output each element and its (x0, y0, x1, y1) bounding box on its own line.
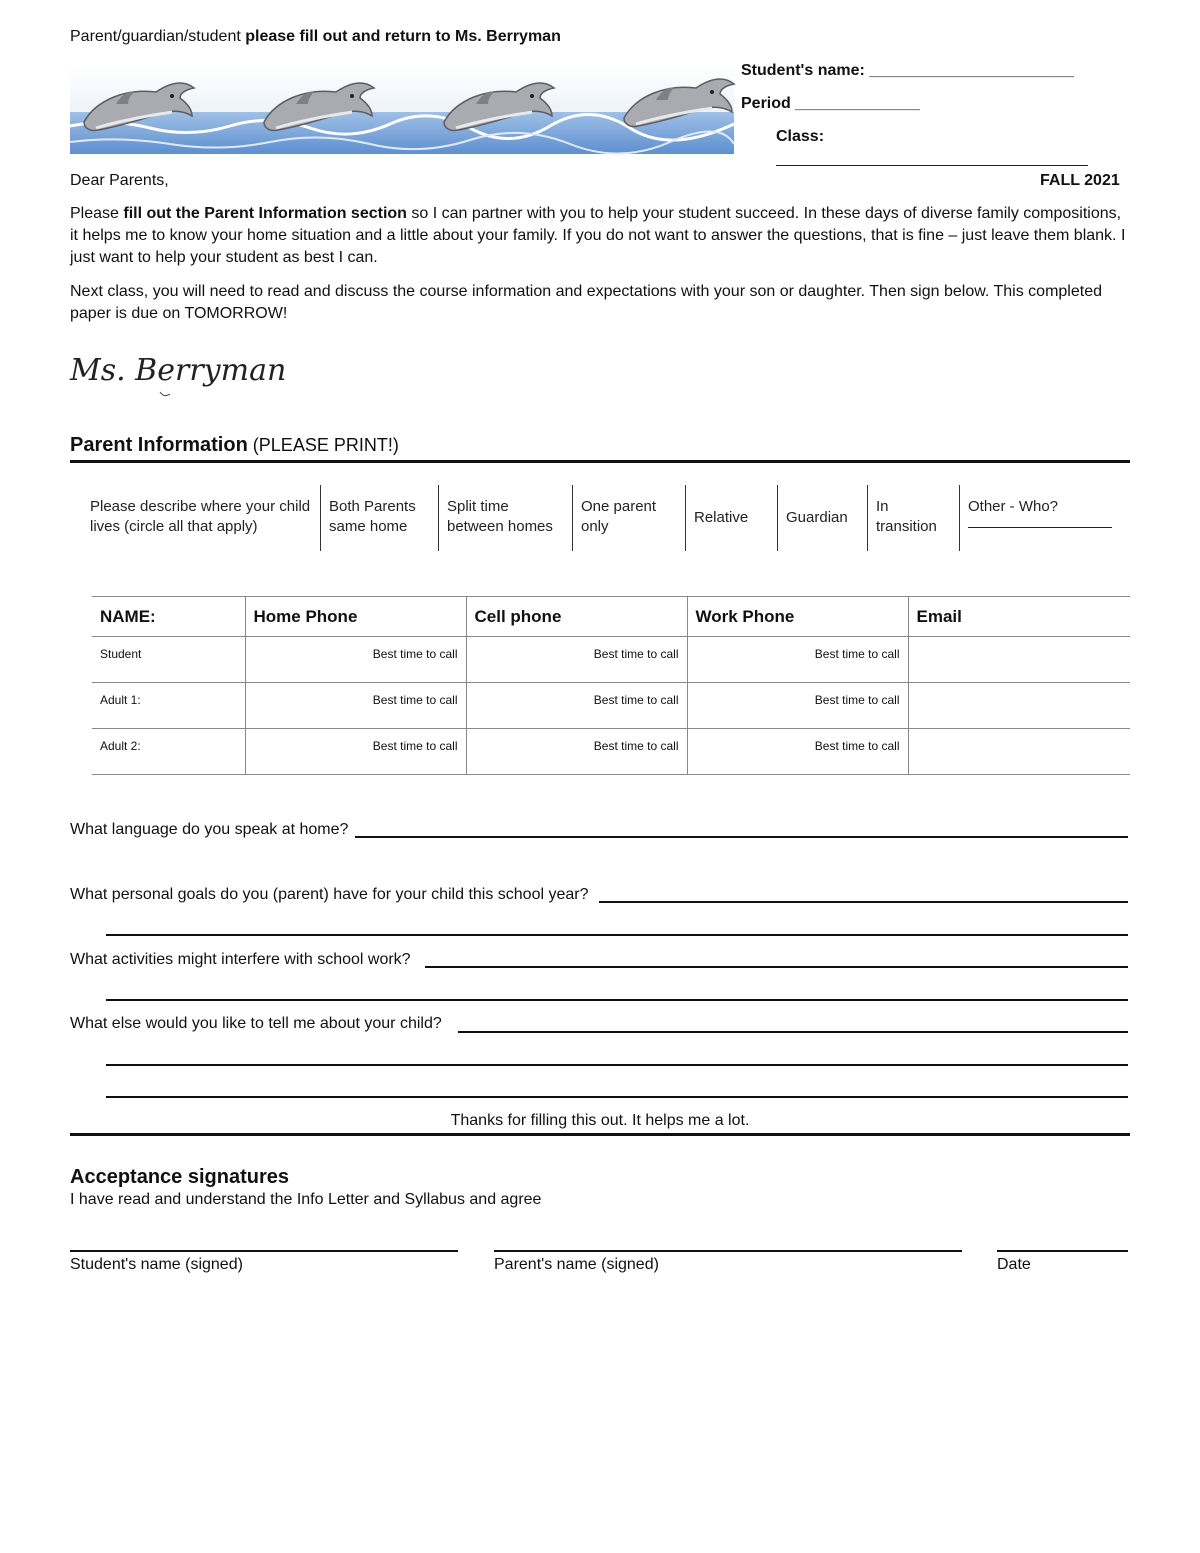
acceptance-heading: Acceptance signatures (70, 1166, 289, 1188)
section-divider (70, 460, 1130, 463)
living-option-other-label: Other - Who? (968, 498, 1059, 515)
table-row (92, 637, 1130, 683)
dolphin-banner-image (70, 64, 734, 154)
return-instruction-prefix: Parent/guardian/student (70, 28, 246, 45)
other-fill-line[interactable] (968, 527, 1112, 528)
class-field-label: Class: (776, 128, 825, 145)
table-row (92, 729, 1130, 775)
email-cell[interactable] (908, 637, 1130, 683)
answer-line-activities-2[interactable] (106, 999, 1128, 1001)
date-label: Date (997, 1256, 1031, 1273)
answer-line-else[interactable] (458, 1031, 1128, 1033)
contact-table (92, 596, 1130, 775)
letter-paragraph-2: Next class, you will need to read and discuss the course information and expectations with your son or daughter. Then sign below. This completed paper is due on TOMORROW! (70, 283, 1102, 322)
para1-start: Please (70, 205, 124, 222)
answer-line-goals[interactable] (599, 901, 1128, 903)
student-name-field-label: Student's name: _______________________ (741, 62, 1074, 79)
living-option-other[interactable] (959, 485, 1129, 551)
column-header-email: Email (908, 597, 1130, 637)
living-option-both-parents[interactable]: Both Parents same home (320, 485, 438, 551)
para1-bold: fill out the Parent Information section (123, 205, 407, 222)
living-option-relative[interactable]: Relative (685, 485, 777, 551)
email-cell[interactable] (908, 729, 1130, 775)
term-label: FALL 2021 (1040, 172, 1120, 189)
teacher-signature-image (68, 348, 287, 404)
parent-signature-line[interactable] (494, 1250, 962, 1252)
cell-phone-cell[interactable]: Best time to call (466, 637, 687, 683)
question-goals: What personal goals do you (parent) have for your child this school year? (70, 886, 589, 903)
parent-info-heading (70, 434, 399, 457)
table-header-row (92, 597, 1130, 637)
column-header-cell-phone: Cell phone (466, 597, 687, 637)
work-phone-cell[interactable]: Best time to call (687, 683, 908, 729)
work-phone-cell[interactable]: Best time to call (687, 637, 908, 683)
return-instruction-bold: please fill out and return to Ms. Berryman (245, 28, 561, 45)
living-option-guardian[interactable]: Guardian (777, 485, 867, 551)
row-label-adult-2: Adult 2: (92, 729, 245, 775)
living-option-split-time[interactable]: Split time between homes (438, 485, 572, 551)
column-header-name: NAME: (92, 597, 245, 637)
answer-line-else-3[interactable] (106, 1096, 1128, 1098)
question-activities: What activities might interfere with school work? (70, 951, 411, 968)
home-phone-cell[interactable]: Best time to call (245, 729, 466, 775)
work-phone-cell[interactable]: Best time to call (687, 729, 908, 775)
home-phone-cell[interactable]: Best time to call (245, 637, 466, 683)
date-line[interactable] (997, 1250, 1128, 1252)
living-option-in-transition[interactable]: In transition (867, 485, 959, 551)
row-label-adult-1: Adult 1: (92, 683, 245, 729)
question-language: What language do you speak at home? (70, 821, 349, 838)
table-row (92, 683, 1130, 729)
thanks-note: Thanks for filling this out. It helps me a lot. (450, 1112, 750, 1129)
cell-phone-cell[interactable]: Best time to call (466, 729, 687, 775)
answer-line-language[interactable] (355, 836, 1128, 838)
parent-info-title: Parent Information (70, 434, 248, 456)
column-header-home-phone: Home Phone (245, 597, 466, 637)
section-divider (70, 1133, 1130, 1136)
class-fill-line[interactable] (776, 165, 1088, 166)
email-cell[interactable] (908, 683, 1130, 729)
return-instruction (70, 28, 561, 46)
living-prompt: Please describe where your child lives (circle all that apply) (90, 498, 311, 535)
para1-rest: so I can partner with you to help your student succeed. In these days of diverse family compositions, it helps me to know your home situation and a little about your family. If you do not want to answer the questions, that is fine – just leave them blank. I just want to help your student as best I can. (70, 205, 1126, 266)
column-header-work-phone: Work Phone (687, 597, 908, 637)
letter-paragraph-1 (70, 203, 1130, 269)
answer-line-goals-2[interactable] (106, 934, 1128, 936)
acceptance-statement: I have read and understand the Info Letter and Syllabus and agree (70, 1191, 542, 1208)
student-signature-line[interactable] (70, 1250, 458, 1252)
answer-line-activities[interactable] (425, 966, 1128, 968)
question-else: What else would you like to tell me about your child? (70, 1015, 442, 1032)
period-field-label: Period ______________ (741, 95, 920, 112)
living-arrangement-row (82, 485, 1129, 551)
living-option-one-parent[interactable]: One parent only (572, 485, 685, 551)
parent-signature-label: Parent's name (signed) (494, 1256, 659, 1273)
home-phone-cell[interactable]: Best time to call (245, 683, 466, 729)
row-label-student: Student (92, 637, 245, 683)
student-signature-label: Student's name (signed) (70, 1256, 243, 1273)
parent-info-note: (PLEASE PRINT!) (247, 435, 399, 455)
answer-line-else-2[interactable] (106, 1064, 1128, 1066)
svg-text:Ms. Berryman: Ms. Berryman (70, 353, 287, 388)
cell-phone-cell[interactable]: Best time to call (466, 683, 687, 729)
letter-greeting: Dear Parents, (70, 172, 169, 189)
